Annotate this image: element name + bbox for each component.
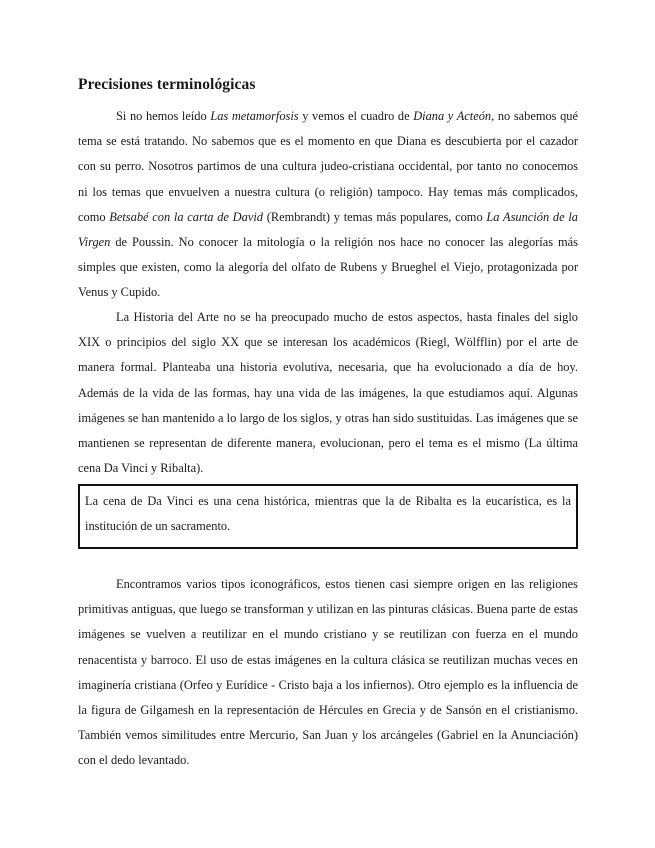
paragraph-1-segment: (Rembrandt) y temas más populares, como — [262, 209, 487, 224]
paragraph-1 — [78, 104, 578, 306]
paragraph-1-italic-title: Diana y Acteón — [413, 109, 492, 123]
paragraph-1-segment: y vemos el cuadro de — [298, 109, 414, 123]
paragraph-1-italic-title: Betsabé con la carta de David — [109, 209, 263, 224]
section-title: Precisiones terminológicas — [78, 76, 256, 93]
paragraph-3: Encontramos varios tipos iconográficos, estos tienen casi siempre origen en las religiones primitivas antiguas, que luego se transforman y utilizan en las pinturas clásicas. Buena parte de estas imágenes se vuelven a reutilizar en el mundo cristiano y se reutilizan con fuerza en el mundo renacentista y barroco. El uso de estas imágenes en la cultura clásica se reutilizan muchas veces en imaginería cristiana (Orfeo y Eurídice - Cristo baja a los infiernos). Otro ejemplo es la influencia de la figura de Gilgamesh en la representación de Hércules en Grecia y de Sansón en el cristianismo. También vemos similitudes entre Mercurio, San Juan y los arcángeles (Gabriel en la Anunciación) con el dedo levantado. — [78, 577, 578, 768]
paragraph-1-segment: , no sabemos qué tema se está tratando. No sabemos que es el momento en que Diana es descubierta por el cazador con su perro. Nosotros partimos de una cultura judeo-cristiana occidental, por tanto no conocemos ni los temas que envuelven a nuestra cultura (o religión) tampoco. Hay temas más complicados, como — [78, 109, 579, 224]
paragraph-1-segment: Si no hemos leído — [116, 109, 211, 123]
boxed-note: La cena de Da Vinci es una cena histórica, mientras que la de Ribalta es la eucarística, es la institución de un sacramento. — [78, 484, 578, 549]
paragraph-1-italic-title: La Asunción de la Virgen — [78, 209, 578, 250]
paragraph-1-italic-title: Las metamorfosis — [210, 109, 299, 123]
paragraph-1-segment: de Poussin. No conocer la mitología o la religión nos hace no conocer las alegorías más simples que existen, como la alegoría del olfato de Rubens y Brueghel el Viejo, protagonizada por Venus y Cupido. — [78, 235, 578, 300]
paragraph-2: La Historia del Arte no se ha preocupado mucho de estos aspectos, hasta finales del siglo XIX o principios del siglo XX que se interesan los académicos (Riegl, Wölfflin) por el arte de manera formal. Planteaba una historia evolutiva, necesaria, que ha evolucionado a día de hoy. Además de la vida de las formas, hay una vida de las imágenes, la que estudiamos aquí. Algunas imágenes se han mantenido a lo largo de los siglos, y otras han sido sustituidas. Las imágenes que se mantienen se representan de diferente manera, evolucionan, pero el tema es el mismo (La última cena Da Vinci y Ribalta). — [78, 310, 578, 476]
